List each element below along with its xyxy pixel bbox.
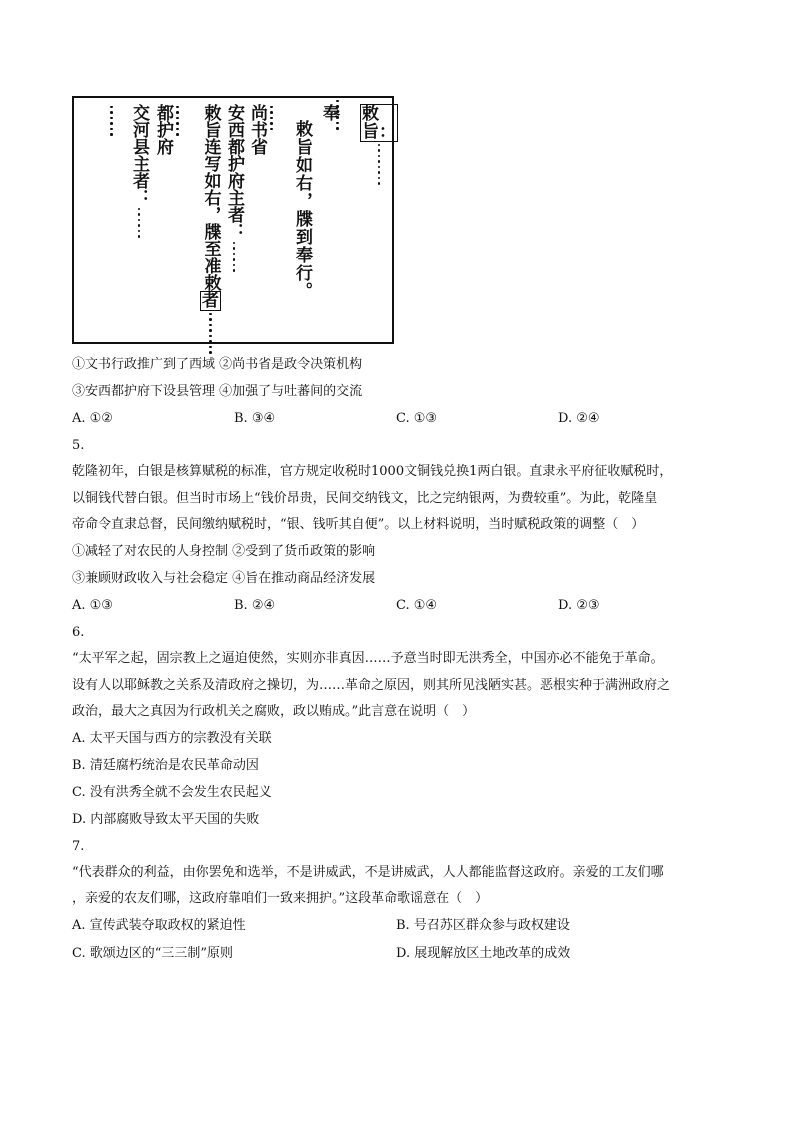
q7-option-a[interactable]: A. 宣传武装夺取政权的紧迫性	[72, 918, 246, 933]
edict-column-10	[154, 104, 172, 155]
edict-column-1	[360, 104, 398, 186]
q4-option-b[interactable]: B. ③④	[234, 411, 276, 426]
q6-option-c[interactable]: C. 没有洪秀全就不会发生农民起义	[72, 785, 272, 800]
ellipsis-dots	[270, 104, 273, 132]
q7-option-d[interactable]: D. 展现解放区土地改革的成效	[396, 946, 571, 961]
edict-document-figure	[72, 96, 394, 344]
edict-column-5	[270, 104, 273, 132]
q5-text-line: 以铜钱代替白银。但当时市场上“钱价昂贵，民间交纳钱文，比之完纳银两，为费较重”。为此，乾隆皇	[72, 491, 658, 506]
q6-option-b[interactable]: B. 清廷腐朽统治是农民革命动因	[72, 758, 259, 773]
edict-column-7	[225, 104, 243, 273]
edict-column-4	[293, 120, 311, 300]
edict-text: 敕旨连写如右，牒至准敕	[200, 104, 221, 291]
edict-text: 安西都护府主者：	[224, 104, 244, 240]
edict-column-11	[130, 104, 148, 239]
edict-text: 奉	[319, 104, 339, 121]
edict-column-12	[110, 104, 113, 137]
edict-column-6	[248, 104, 266, 155]
edict-text: 尚书省	[247, 104, 267, 155]
q5-option-b[interactable]: B. ②④	[234, 598, 276, 613]
boxed-heading: 敕旨：	[362, 104, 396, 142]
q5-statements-2: ③兼顾财政收入与社会稳定 ④旨在推动商品经济发展	[72, 571, 376, 586]
q5-text-line: 帝命令直隶总督，民间缴纳赋税时，“银、钱听其自便”。以上材料说明，当时赋税政策的调整（ ）	[72, 517, 645, 532]
q4-statements-1: ①文书行政推广到了西域 ②尚书省是政令决策机构	[72, 357, 363, 372]
q5-option-d[interactable]: D. ②③	[558, 598, 600, 613]
q7-option-b[interactable]: B. 号召苏区群众参与政权建设	[396, 918, 570, 933]
q6-text-line: 设有人以耶稣教之关系及清政府之操切，为……革命之原因，则其所见浅陋实甚。恶根实种于满洲政府之	[72, 678, 671, 693]
q7-text-line: ，亲爱的农友们哪，这政府靠咱们一致来拥护。”这段革命歌谣意在（ ）	[72, 891, 489, 906]
edict-column-8	[200, 104, 221, 355]
ellipsis-dots	[176, 104, 179, 137]
q4-option-a[interactable]: A. ①②	[72, 411, 113, 426]
q6-option-a[interactable]: A. 太平天国与西方的宗教没有关联	[72, 731, 272, 746]
q5-option-c[interactable]: C. ①④	[396, 598, 438, 613]
ellipsis-dots	[138, 206, 141, 239]
q6-number: 6.	[72, 625, 85, 640]
q7-text-line: “代表群众的利益，由你罢免和选举，不是讲威武，不是讲威武，人人都能监督这政府。亲爱的工友们哪	[72, 865, 664, 880]
q6-text-line: “太平军之起，固宗教上之逼迫使然，实则亦非真因……予意当时即无洪秀全，中国亦必不能免于革命。	[72, 651, 664, 666]
q5-text-line: 乾隆初年，白银是核算赋税的标准，官方规定收税时1000文铜钱兑换1两白银。直隶永平府征收赋税时，	[72, 464, 673, 479]
edict-column-3	[320, 104, 338, 121]
q4-option-d[interactable]: D. ②④	[558, 411, 600, 426]
ellipsis-dots	[233, 240, 236, 273]
q4-statements-2: ③安西都护府下设县管理 ④加强了与吐蕃间的交流	[72, 384, 363, 399]
q6-option-d[interactable]: D. 内部腐败导致太平天国的失败	[72, 812, 260, 827]
edict-column-9	[176, 104, 179, 137]
edict-text: 都护府	[153, 104, 173, 155]
ellipsis-dots	[378, 142, 381, 186]
ellipsis-dots	[110, 104, 113, 137]
q4-option-c[interactable]: C. ①③	[396, 411, 438, 426]
ellipsis-dots	[209, 311, 212, 355]
q5-option-a[interactable]: A. ①③	[72, 598, 113, 613]
edict-text: 交河县主者：	[129, 104, 149, 206]
q7-option-c[interactable]: C. 歌颂边区的“三三制”原则	[72, 946, 234, 961]
boxed-char: 者	[202, 291, 219, 311]
q7-number: 7.	[72, 839, 85, 854]
q5-number: 5.	[72, 438, 85, 453]
q5-statements-1: ①减轻了对农民的人身控制 ②受到了货币政策的影响	[72, 544, 376, 559]
edict-text: 敕旨如右，牒到奉行。	[292, 120, 312, 300]
q6-text-line: 政治，最大之真因为行政机关之腐败，政以贿成。”此言意在说明（ ）	[72, 704, 476, 719]
